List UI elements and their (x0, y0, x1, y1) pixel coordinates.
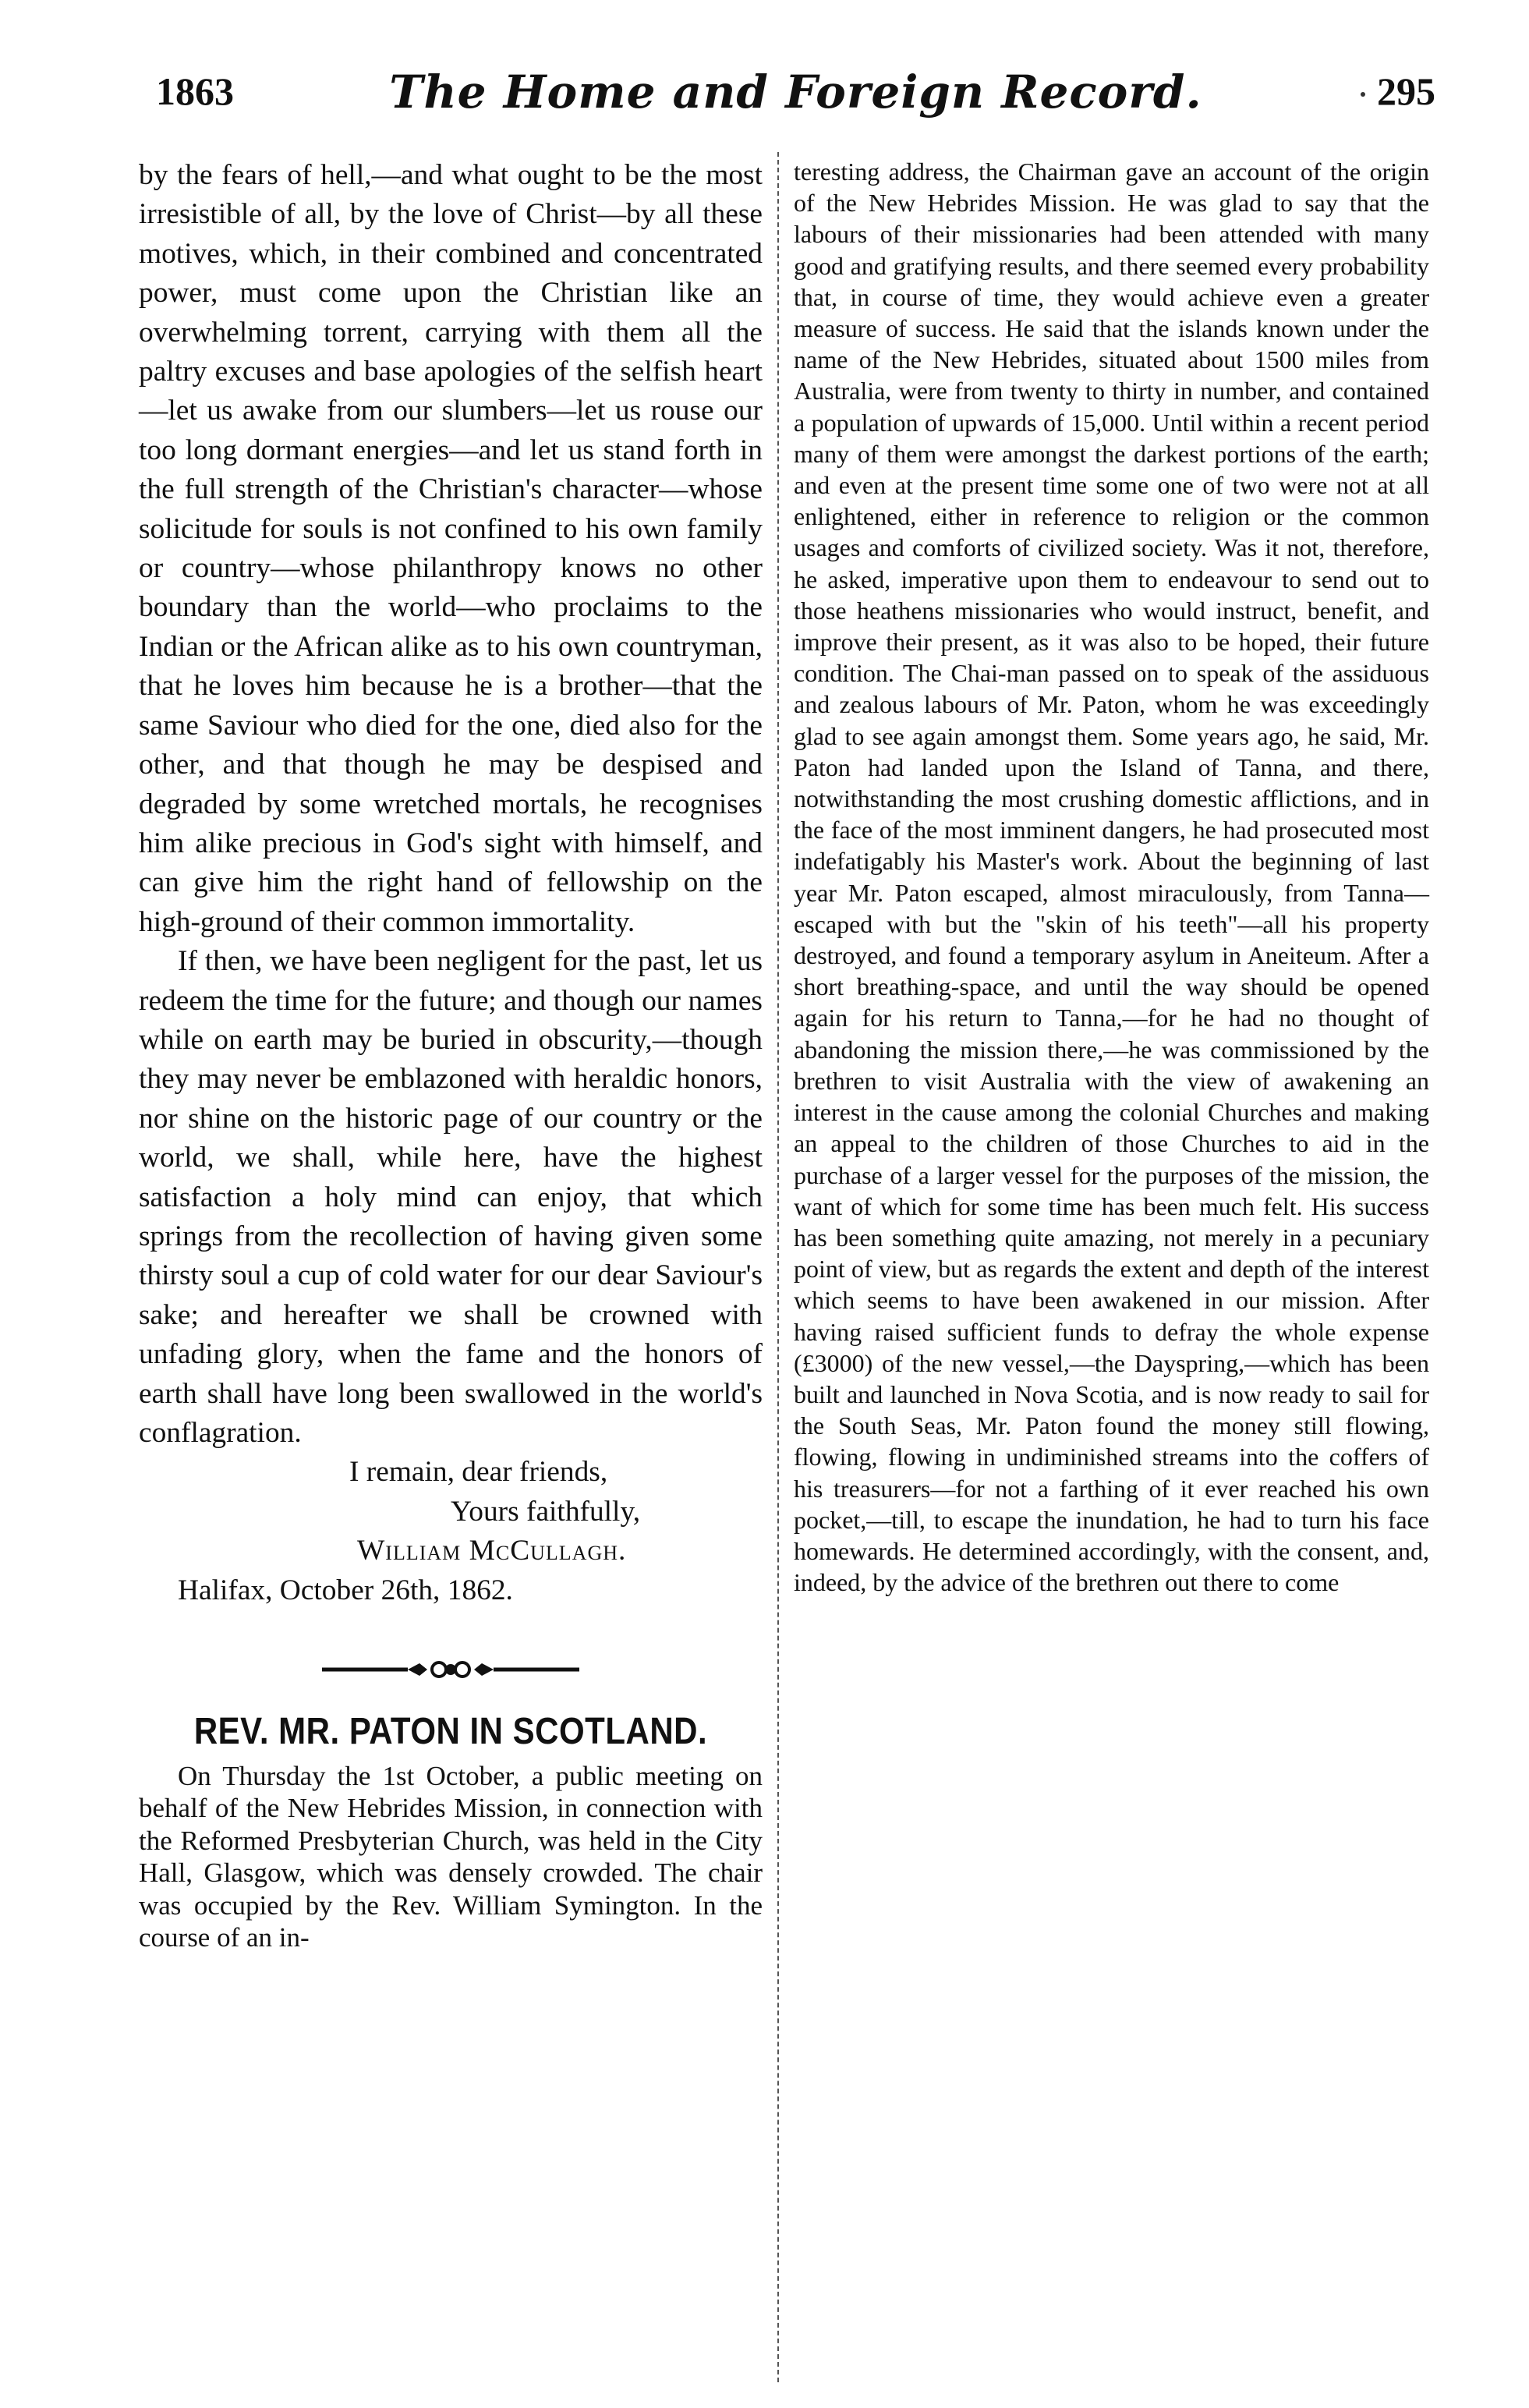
header-page-number: 295 (1377, 69, 1435, 113)
left-column (139, 156, 763, 1953)
header-year: 1863 (156, 69, 234, 113)
header-title: The Home and Foreign Record. (389, 66, 1202, 119)
closing-salutation: I remain, dear friends, (349, 1456, 608, 1489)
left-paragraph-2: If then, we have been negligent for the past, let us redeem the time for the future; and though our names while on earth may be buried in obscurity,—though they may never be emblazoned with heraldic honors, nor shine on the historic page of our country or the world, we shall, while here, have the highest satisfaction a holy mind can enjoy, that which springs from the recollection of having given some thirsty soul a cup of cold water for our dear Saviour's sake; and hereafter we shall be crowned with unfading glory, when the fame and the honors of earth shall have long been swallowed in the world's conflagration. (139, 945, 763, 1449)
section-paragraph: On Thursday the 1st October, a public meeting on behalf of the New Hebrides Mission, in connection with the Reformed Presbyterian Church, was held in the City Hall, Glasgow, which was densely crowded. The chair was occupied by the Rev. William Symington. In the course of an in- (139, 1761, 763, 1953)
dateline: Halifax, October 26th, 1862. (178, 1574, 513, 1606)
column-rule (777, 152, 779, 2382)
right-column (794, 156, 1429, 1598)
section-heading: REV. MR. PATON IN SCOTLAND. (193, 1709, 708, 1752)
ornamental-divider-icon (139, 1654, 763, 1685)
letter-closing (139, 1453, 763, 1610)
signature: William McCullagh. (357, 1535, 627, 1567)
running-head (156, 66, 1435, 131)
header-dot (1361, 92, 1365, 97)
closing-valediction: Yours faithfully, (451, 1495, 641, 1528)
right-paragraph: teresting address, the Chairman gave an account of the origin of the New Hebrides Mission. He was glad to say that the labours of their missionaries had been attended with many good and gratifying results, and there seemed every probability that, in course of time, they would achieve even a greater measure of success. He said that the islands known under the name of the New Hebrides, situated about 1500 miles from Australia, were from twenty to thirty in number, and contained a population of upwards of 15,000. Until within a recent period many of them were amongst the darkest portions of the earth; and even at the present time some one of two were not at all enlightened, either in reference to religion or the common usages and comforts of civilized society. Was it not, therefore, he asked, imperative upon them to endeavour to send out to those heathens missionaries who would instruct, benefit, and improve their present, as it was also to be hoped, their future condition. The Chai-man passed on to speak of the assiduous and zealous labours of Mr. Paton, whom he was exceedingly glad to see again amongst them. Some years ago, he said, Mr. Paton had landed upon the Island of Tanna, and there, notwithstanding the most crushing domestic afflictions, and in the face of the most imminent dangers, he had prosecuted most indefatigably his Master's work. About the beginning of last year Mr. Paton escaped, almost miraculously, from Tanna—escaped with but the "skin of his teeth"—all his property destroyed, and found a temporary asylum in Aneiteum. After a short breathing-space, and until the way should be opened again for his return to Tanna,—for he had no thought of abandoning the mission there,—he was commissioned by the brethren to visit Australia with the view of awakening an interest in the cause among the colonial Churches and making an appeal to the children of those Churches to aid in the purchase of a larger vessel for the purposes of the mission, the want of which for some time has been much felt. His success has been something quite amazing, not merely in a pecuniary point of view, but as regards the extent and depth of the interest which seems to have been awakened in our mission. After having raised sufficient funds to defray the whole expense (£3000) of the new vessel,—the Dayspring,—which has been built and launched in Nova Scotia, and is now ready to sail for the South Seas, Mr. Paton found the money still flowing, flowing, flowing in undiminished streams into the coffers of his treasurers—for not a farthing of it ever reached his own pocket,—till, to escape the inundation, he had to turn his face homewards. He determined accordingly, with the consent, and, indeed, by the advice of the brethren out there to come (794, 158, 1429, 1597)
left-paragraph-1: by the fears of hell,—and what ought to be the most irresistible of all, by the love of Christ—by all these motives, which, in their combined and concentrated power, must come upon the Christian like an overwhelming torrent, carrying with them all the paltry excuses and base apologies of the selfish heart—let us awake from our slumbers—let us rouse our too long dormant energies—and let us stand forth in the full strength of the Christian's character—whose solicitude for souls is not confined to his own family or country—whose philanthropy knows no other boundary than the world—who proclaims to the Indian or the African alike as to his own countryman, that he loves him because he is a brother—that the same Saviour who died for the one, died also for the other, and that though he may be despised and degraded by some wretched mortals, he recognises him alike precious in God's sight with himself, and can give him the right hand of fellowship on the high-ground of their common immortality. (139, 159, 763, 938)
